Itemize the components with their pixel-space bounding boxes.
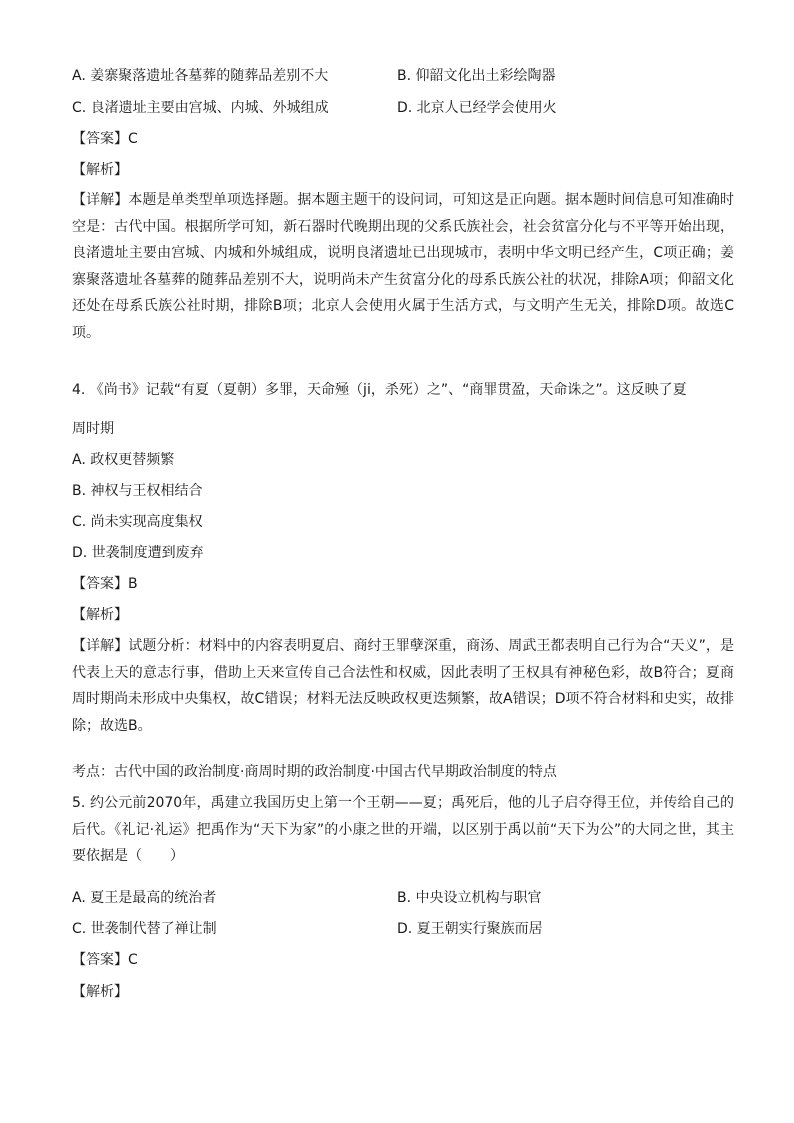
q4-option-c: C. 尚未实现高度集权 [72,514,203,530]
q5-answer: 【答案】C [72,952,138,968]
q5-analysis-heading: 【解析】 [72,984,128,1000]
q3-detail: 【详解】本题是单类型单项选择题。据本题主题干的设问词，可知这是正向题。据本题时间信息可知准确时空是：古代中国。根据所学可知，新石器时代晚期出现的父系氏族社会，社会贫富分化与不平等开始出现，良渚遗址主要由宫城、内城和外城组成，说明良渚遗址已出现城市，表明中华文明已经产生，C项正确；姜寨聚落遗址各墓葬的随葬品差别不大，说明尚未产生贫富分化的母系氏族公社的状况，排除A项；仰韶文化还处在母系氏族公社时期，排除B项；北京人会使用火属于生活方式，与文明产生无关，排除D项。故选C项。 [72,192,734,341]
q4-option-a: A. 政权更替频繁 [72,452,175,468]
q5-option-a: A. 夏王是最高的统治者 [72,890,217,906]
q3-answer: 【答案】C [72,131,138,147]
q4-answer: 【答案】B [72,576,138,592]
q5-option-b: B. 中央设立机构与职官 [397,890,542,906]
q3-option-c: C. 良渚遗址主要由宫城、内城、外城组成 [72,100,329,116]
q3-option-d: D. 北京人已经学会使用火 [397,100,557,116]
q4-stem-line1: 4. 《尚书》记载“有夏（夏朝）多罪，天命殛（ji，杀死）之”、“商罪贯盈，天命诛之”。这反映了夏 [72,382,687,398]
q4-stem-line2: 周时期 [72,421,114,437]
q4-option-b: B. 神权与王权相结合 [72,483,203,499]
q5-option-c: C. 世袭制代替了禅让制 [72,921,217,937]
q5-stem: 5. 约公元前2070年，禹建立我国历史上第一个王朝——夏；禹死后，他的儿子启夺得王位，并传给自己的后代。《礼记·礼运》把禹作为“天下为家”的小康之世的开端，以区别于禹以前“天下为公”的大同之世，其主要依据是（ ） [72,795,734,864]
q3-analysis-heading: 【解析】 [72,162,128,178]
q5-option-d: D. 夏王朝实行聚族而居 [397,921,543,937]
q3-option-b: B. 仰韶文化出土彩绘陶器 [397,68,556,84]
q4-detail: 【详解】试题分析：材料中的内容表明夏启、商纣王罪孽深重，商汤、周武王都表明自己行为合“天义”，是代表上天的意志行事，借助上天来宣传自己合法性和权威，因此表明了王权具有神秘色彩，故B符合；夏商周时期尚未形成中央集权，故C错误；材料无法反映政权更迭频繁，故A错误；D项不符合材料和史实，故排除；故选B。 [72,638,734,734]
q3-option-a: A. 姜寨聚落遗址各墓葬的随葬品差别不大 [72,68,329,84]
q4-analysis-heading: 【解析】 [72,607,128,623]
q4-note: 考点：古代中国的政治制度·商周时期的政治制度·中国古代早期政治制度的特点 [72,764,557,780]
q4-option-d: D. 世袭制度遭到废弃 [72,545,204,561]
